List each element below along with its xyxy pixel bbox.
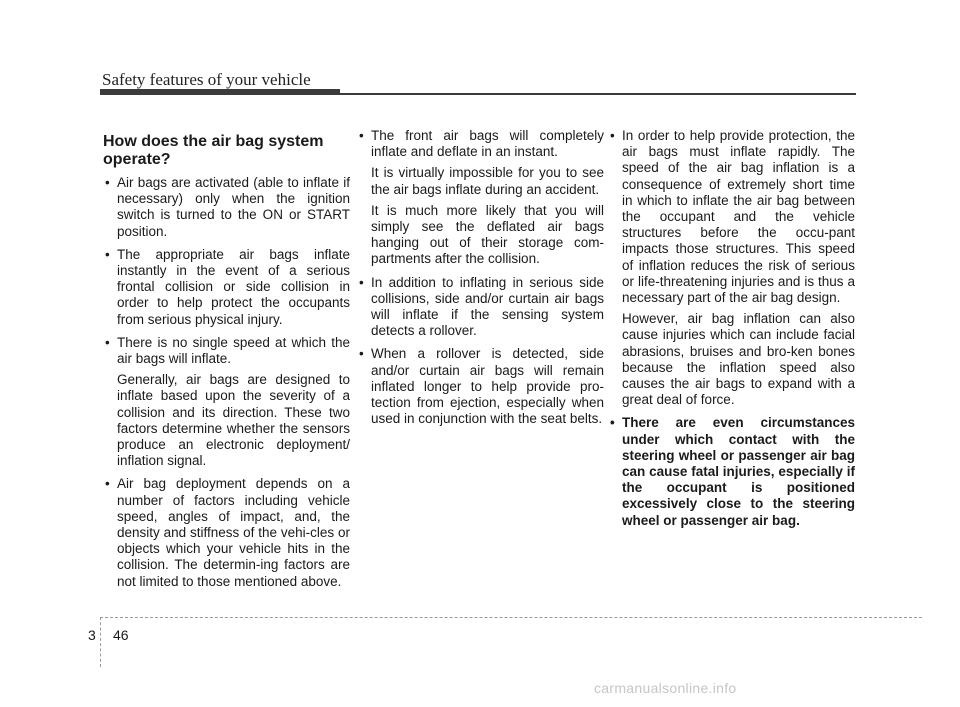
bullet-glyph: • bbox=[359, 128, 364, 143]
column-2 bbox=[357, 128, 604, 434]
list-item bbox=[608, 128, 855, 408]
list-item bbox=[103, 335, 350, 470]
bullet-glyph: • bbox=[105, 334, 110, 350]
page-header-title: Safety features of your vehicle bbox=[102, 70, 311, 89]
bullet-glyph: • bbox=[105, 246, 110, 262]
column-1 bbox=[103, 128, 350, 597]
warning-list-item bbox=[608, 415, 855, 528]
page-number: 46 bbox=[113, 627, 129, 643]
paragraph: Generally, air bags are designed to inflate based upon the severity of a collision and its direction. These two factors determine whether the sensors produce an electronic deployment/ inflation signal. bbox=[117, 372, 350, 469]
paragraph: However, air bag inflation can also cause injuries which can include facial abrasions, bruises and bro-ken bones because the inflation speed also causes the air bags to expand with a great deal of force. bbox=[622, 311, 855, 408]
list-item bbox=[357, 128, 604, 268]
bullet-glyph: • bbox=[359, 274, 364, 290]
paragraph: It is virtually impossible for you to see the air bags inflate during an accident. bbox=[371, 165, 604, 197]
bullet-glyph: • bbox=[610, 128, 615, 143]
paragraph: In addition to inflating in serious side collisions, side and/or curtain air bags will inflate if the sensing system detects a rollover. bbox=[371, 274, 604, 339]
column-3 bbox=[608, 128, 855, 536]
section-heading: How does the air bag system operate? bbox=[103, 133, 324, 168]
paragraph: When a rollover is detected, side and/or curtain air bags will remain inflated longer to help provide pro-tection from ejection, especially when used in conjunction with the seat belts. bbox=[371, 346, 604, 427]
header-rule-thick bbox=[100, 89, 340, 95]
paragraph: It is much more likely that you will simply see the deflated air bags hanging out of their storage com-partments after the collision. bbox=[371, 202, 604, 267]
header-rule-thin bbox=[340, 93, 856, 95]
paragraph: In order to help provide protection, the air bags must inflate rapidly. The speed of the air bag inflation is a consequence of extremely short time in which to inflate the air bag between the occupant and the vehicle structures before the occu-pant impacts those structures. This speed of inflation reduces the risk of serious or life-threatening injuries and is thus a necessary part of the air bag design. bbox=[622, 128, 855, 306]
list-item bbox=[103, 476, 350, 589]
footer-divider bbox=[100, 617, 101, 667]
watermark: carmanualsonline.info bbox=[594, 680, 737, 696]
paragraph: There is no single speed at which the air bags will inflate. bbox=[117, 334, 350, 367]
list-item bbox=[103, 175, 350, 240]
paragraph: The front air bags will completely inflate and deflate in an instant. bbox=[371, 128, 604, 160]
bullet-glyph: • bbox=[105, 476, 110, 492]
bullet-list bbox=[357, 128, 604, 427]
bullet-glyph: • bbox=[359, 346, 364, 362]
bullet-list bbox=[608, 128, 855, 529]
list-item bbox=[103, 247, 350, 328]
paragraph: Air bags are activated (able to inflate if necessary) only when the ignition switch is turned to the ON or START position. bbox=[117, 175, 350, 239]
bullet-list bbox=[103, 175, 350, 590]
footer-rule bbox=[100, 617, 922, 618]
warning-paragraph: There are even circumstances under which contact with the steering wheel or passenger air bag can cause fatal injuries, especially if the occupant is positioned excessively close to the steering wheel or passenger air bag. bbox=[622, 415, 855, 528]
section-number: 3 bbox=[88, 627, 96, 643]
bullet-glyph: • bbox=[610, 415, 615, 431]
paragraph: The appropriate air bags inflate instantly in the event of a serious frontal collision or side collision in order to help protect the occupants from serious physical injury. bbox=[117, 246, 350, 327]
bullet-glyph: • bbox=[105, 175, 110, 190]
paragraph: Air bag deployment depends on a number of factors including vehicle speed, angles of impact, and, the density and stiffness of the vehi-cles or objects which your vehicle hits in the collision. The determin-ing factors are not limited to those mentioned above. bbox=[117, 476, 350, 589]
list-item bbox=[357, 346, 604, 427]
list-item bbox=[357, 275, 604, 340]
